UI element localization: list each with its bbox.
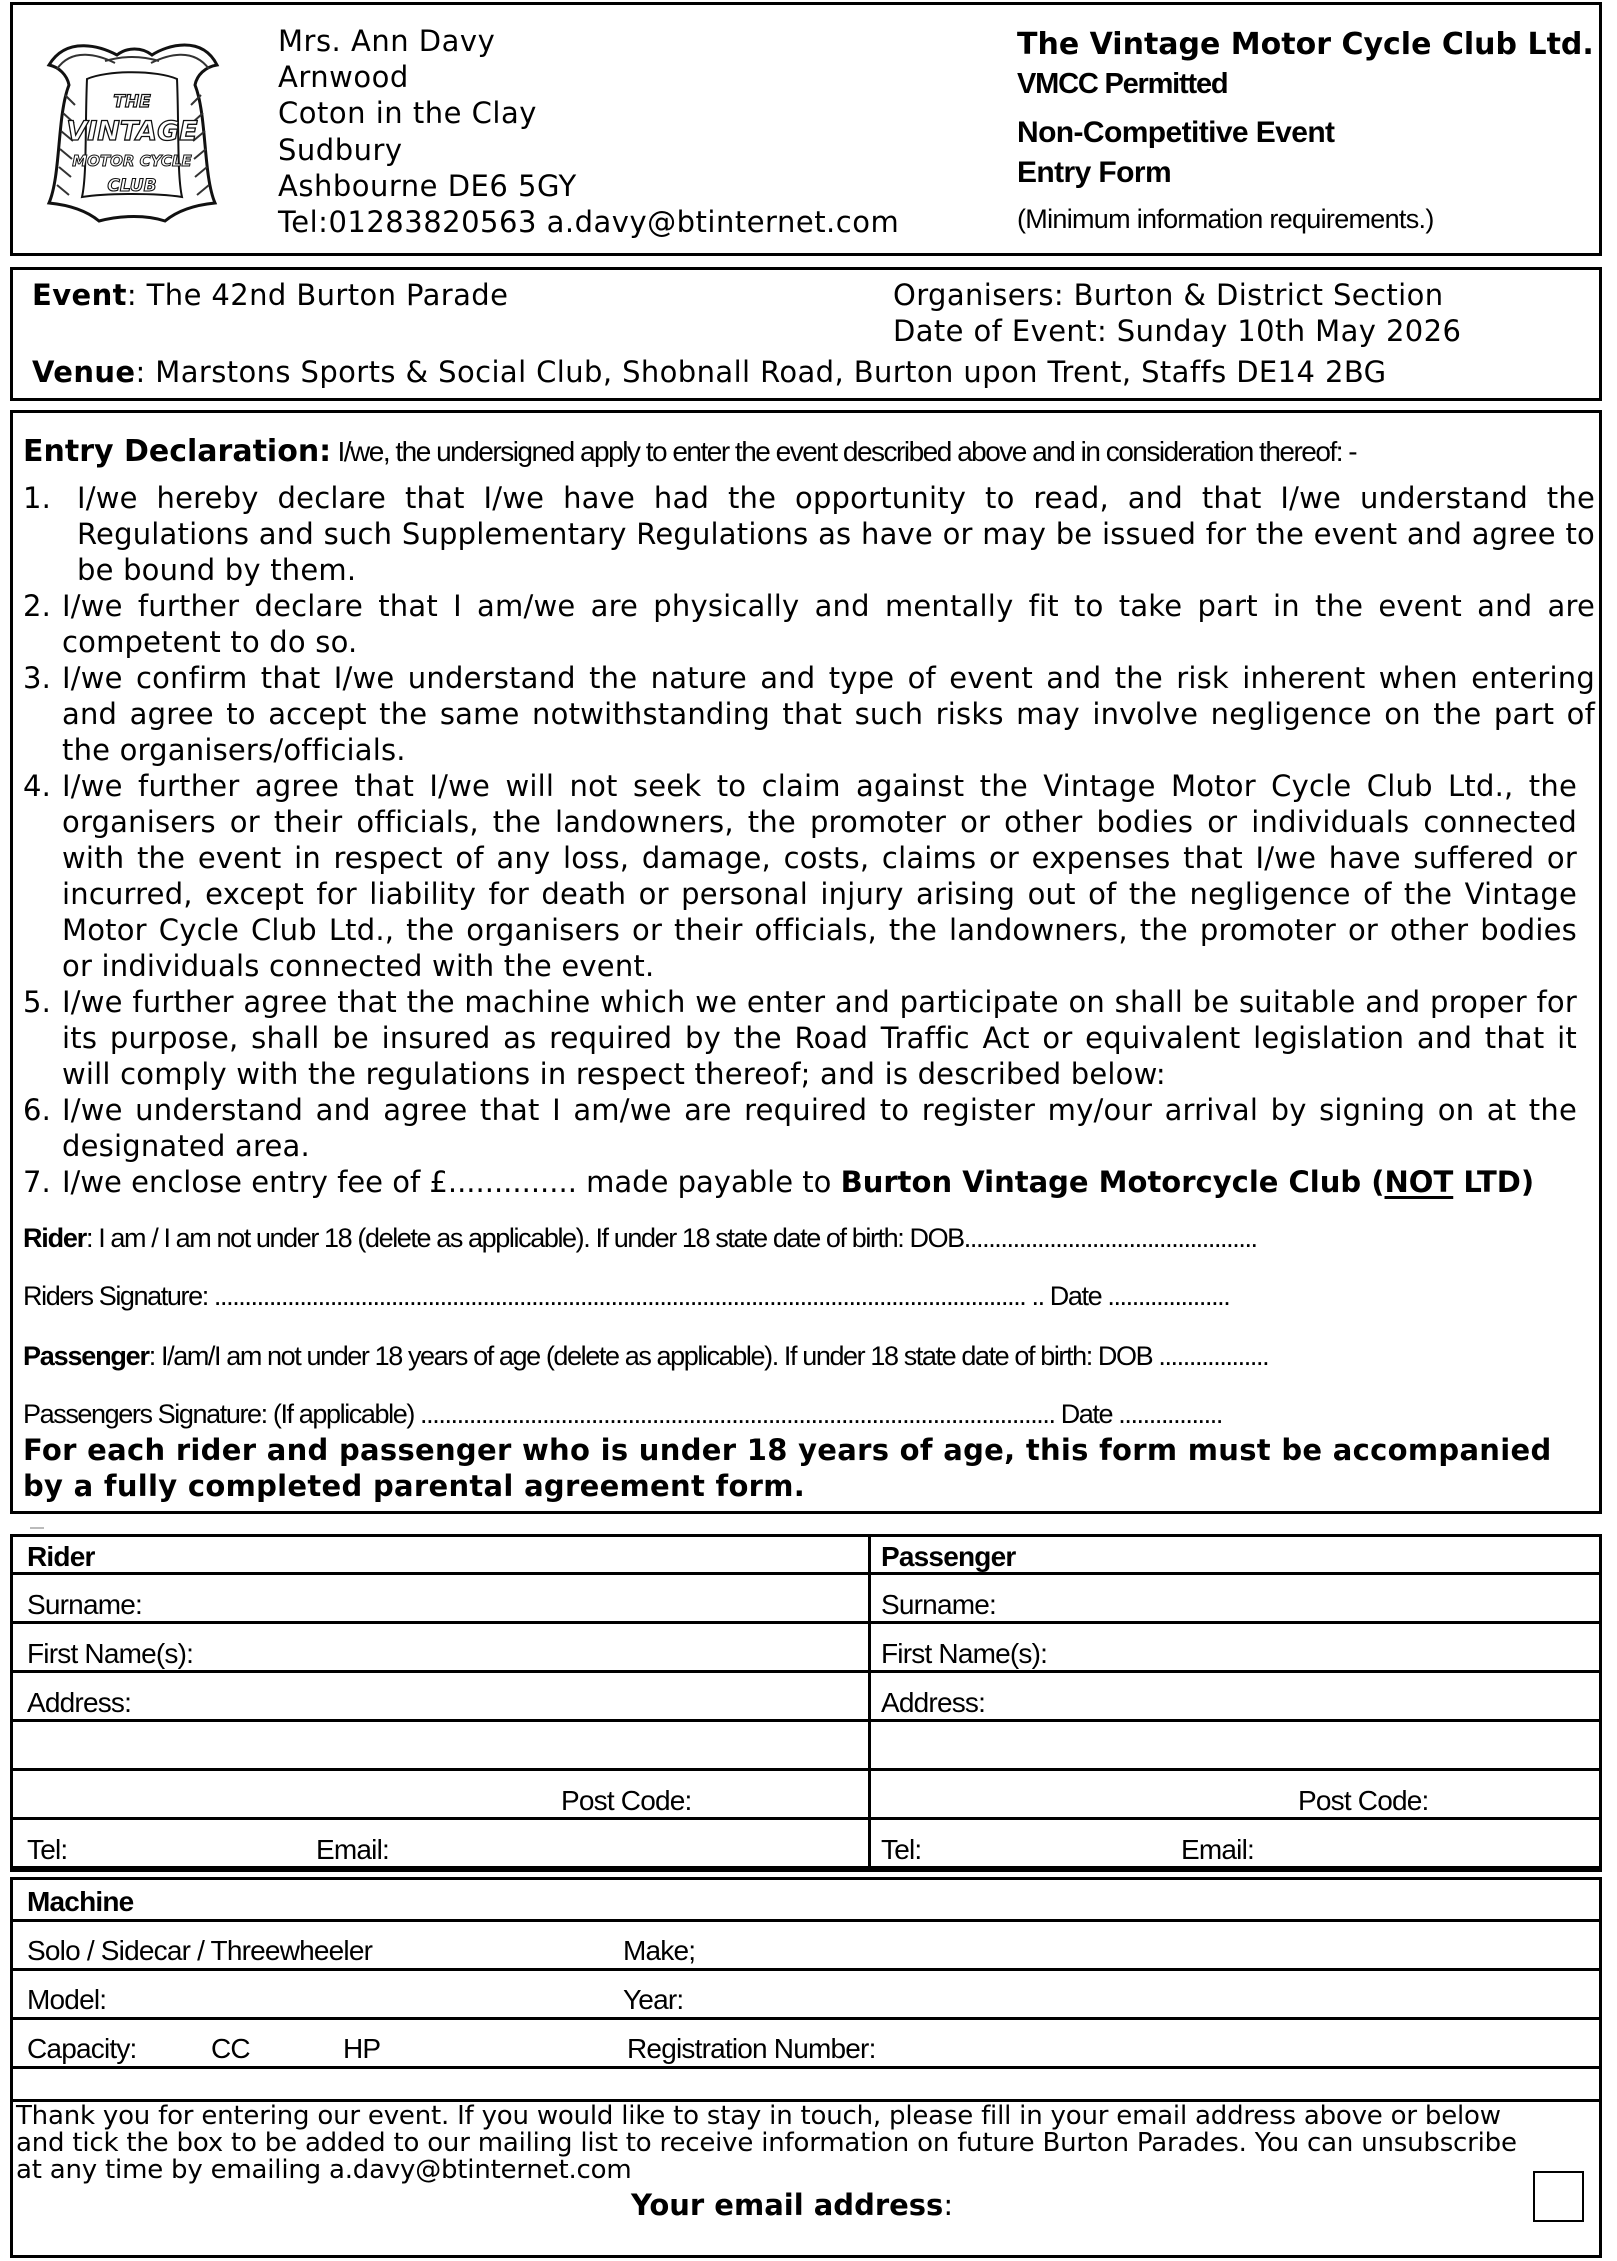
stray-mark (30, 1527, 44, 1529)
date-label: Date of Event: (893, 314, 1108, 348)
entry-fee-item (23, 1164, 1595, 1200)
machine-hp-label: HP (343, 2033, 381, 2064)
contact-address-line: Coton in the Clay (278, 96, 537, 131)
machine-capacity-field[interactable]: Capacity: (27, 2033, 137, 2064)
organiser-contact (278, 23, 899, 240)
date-value: Sunday 10th May 2026 (1107, 314, 1462, 348)
club-name: The Vintage Motor Cycle Club Ltd. (1017, 27, 1594, 62)
machine-blank-row (13, 2069, 1599, 2102)
first-names-row (13, 1624, 1599, 1673)
entry-declaration-box (10, 410, 1602, 1514)
machine-model-row (13, 1971, 1599, 2020)
logo-text-the: THE (113, 92, 151, 112)
passenger-signature-line[interactable] (23, 1396, 1595, 1432)
rider-signature-text: Riders Signature: ..................................................................................................................................... .. Date .................... (23, 1281, 1230, 1311)
venue-label: Venue (32, 355, 136, 389)
item-number: 1. (23, 481, 52, 515)
your-email-colon: : (943, 2188, 954, 2222)
rider-surname-field[interactable]: Surname: (27, 1589, 142, 1620)
rider-passenger-details-table (10, 1534, 1602, 1872)
column-divider (868, 1537, 871, 1869)
item-number: 2. (23, 589, 52, 623)
logo-text-vintage: VINTAGE (66, 116, 198, 147)
address-row-2 (13, 1722, 1599, 1771)
declaration-heading: Entry Declaration: (23, 434, 332, 469)
item-number: 7. (23, 1165, 51, 1199)
rider-heading: Rider (27, 1541, 95, 1572)
machine-make-field[interactable]: Make; (623, 1935, 696, 1966)
contact-address-line: Sudbury (278, 132, 403, 167)
rider-age-label: Rider (23, 1223, 87, 1253)
item-number: 4. (23, 769, 52, 803)
logo-text-club: CLUB (107, 176, 157, 196)
payee-name: Burton Vintage Motorcycle Club ( (840, 1165, 1385, 1199)
declaration-item (23, 984, 1595, 1092)
declaration-intro: I/we, the undersigned apply to enter the event described above and in consideration thereof: - (331, 436, 1357, 467)
rider-signature-line[interactable] (23, 1278, 1595, 1314)
logo-text-motor-cycle: MOTOR CYCLE (72, 152, 192, 170)
passenger-heading: Passenger (881, 1541, 1016, 1572)
passenger-signature-text: Passengers Signature: (If applicable) ........................................................................................................ Date ................. (23, 1399, 1222, 1429)
address-row (13, 1673, 1599, 1722)
contact-name: Mrs. Ann Davy (278, 24, 496, 58)
contact-address-line: Arnwood (278, 60, 409, 95)
item-number: 5. (23, 985, 52, 1019)
organisers-line (893, 277, 1444, 313)
passenger-tel-field[interactable]: Tel: (881, 1834, 922, 1865)
item-text: I/we further declare that I am/we are physically and mentally fit to take part in the event and are competent to do so. (62, 589, 1595, 659)
item-number: 3. (23, 661, 52, 695)
mailing-list-checkbox[interactable] (1533, 2171, 1584, 2222)
form-note: (Minimum information requirements.) (1017, 204, 1434, 234)
contact-address-line: Ashbourne DE6 5GY (278, 168, 577, 203)
passenger-first-names-field[interactable]: First Name(s): (881, 1638, 1048, 1669)
venue-line (32, 354, 1386, 390)
contact-tel-email: Tel:01283820563 a.davy@btinternet.com (278, 205, 900, 240)
event-type: Non-Competitive Event (1017, 116, 1335, 149)
your-email-label: Your email address (631, 2188, 944, 2222)
event-info-box (10, 267, 1602, 401)
declaration-item (23, 480, 1595, 588)
table-header-row (13, 1537, 1599, 1575)
rider-postcode-field[interactable]: Post Code: (561, 1785, 692, 1816)
passenger-email-field[interactable]: Email: (1181, 1834, 1254, 1865)
passenger-age-label: Passenger (23, 1341, 149, 1371)
rider-age-text: : I am / I am not under 18 (delete as applicable). If under 18 state date of birth: DOB................................................ (86, 1223, 1257, 1253)
rider-address-field[interactable]: Address: (27, 1687, 132, 1718)
item-text: I/we further agree that I/we will not seek to claim against the Vintage Motor Cycle Club Ltd., the organisers or their officials, the landowners, the promoter or other bodies or individuals connected with the event in respect of any loss, damage, costs, claims or expenses that I/we have suffered or incurred, except for liability for death or personal injury arising out of the negligence of the Vintage Motor Cycle Club Ltd., the organisers or their officials, the landowners, the promoter or other bodies or individuals connected with the event. (62, 769, 1577, 983)
payee-not-emphasis: NOT (1384, 1165, 1454, 1199)
organisers-label: Organisers: (893, 278, 1065, 312)
machine-model-field[interactable]: Model: (27, 1984, 107, 2015)
mailing-list-text-line: Thank you for entering our event. If you would like to stay in touch, please fill in your email address above or below (16, 2101, 1501, 2131)
item-text: I/we confirm that I/we understand the nature and type of event and the risk inherent when entering and agree to accept the same notwithstanding that such risks may involve negligence on the part of the organisers/officials. (62, 661, 1595, 767)
declaration-item (23, 1092, 1595, 1164)
event-value: : The 42nd Burton Parade (126, 278, 509, 312)
rider-first-names-field[interactable]: First Name(s): (27, 1638, 194, 1669)
under-18-warning: For each rider and passenger who is under 18 years of age, this form must be accompanied by a fully completed parental agreement form. (23, 1433, 1552, 1503)
date-line (893, 313, 1461, 349)
rider-tel-field[interactable]: Tel: (27, 1834, 68, 1865)
payee-name-end: LTD) (1453, 1165, 1535, 1199)
machine-cc-label: CC (211, 2033, 250, 2064)
machine-header-row (13, 1880, 1599, 1922)
rider-age-line[interactable] (23, 1220, 1595, 1256)
item-text: I/we further agree that the machine which we enter and participate on shall be suitable and proper for its purpose, shall be insured as required by the Road Traffic Act or equivalent legislation and that it will comply with the regulations in respect thereof; and is described below: (62, 985, 1577, 1091)
item-text: I/we understand and agree that I am/we are required to register my/our arrival by signing on at the designated area. (62, 1093, 1577, 1163)
permit-label: VMCC Permitted (1017, 68, 1228, 100)
entry-fee-text: I/we enclose entry fee of £.............. made payable to (62, 1165, 841, 1199)
declaration-item (23, 660, 1595, 768)
event-label: Event (32, 278, 127, 312)
club-title-block (1017, 25, 1594, 237)
event-line (32, 277, 508, 313)
declaration-item (23, 588, 1595, 660)
your-email-address-field[interactable] (631, 2188, 953, 2222)
organisers-value: Burton & District Section (1064, 278, 1444, 312)
passenger-postcode-field[interactable]: Post Code: (1298, 1785, 1429, 1816)
passenger-address-field[interactable]: Address: (881, 1687, 986, 1718)
machine-registration-field[interactable]: Registration Number: (627, 2033, 876, 2064)
machine-type-options[interactable]: Solo / Sidecar / Threewheeler (27, 1935, 373, 1966)
item-text: I/we hereby declare that I/we have had the opportunity to read, and that I/we understand the Regulations and such Supplementary Regulations as have or may be issued for the event and agree to be bound by them. (77, 481, 1595, 587)
mailing-list-text-line: and tick the box to be added to our mailing list to receive information on future Burton Parades. You can unsubscribe (16, 2128, 1517, 2158)
passenger-surname-field[interactable]: Surname: (881, 1589, 996, 1620)
mailing-list-text-line: at any time by emailing a.davy@btinternet.com (16, 2155, 632, 2185)
passenger-age-line[interactable] (23, 1338, 1595, 1374)
tel-email-row (13, 1820, 1599, 1869)
venue-value: : Marstons Sports & Social Club, Shobnall Road, Burton upon Trent, Staffs DE14 2BG (135, 355, 1387, 389)
form-title: Entry Form (1017, 156, 1172, 189)
declaration-item (23, 768, 1595, 984)
item-number: 6. (23, 1093, 52, 1127)
surname-row (13, 1575, 1599, 1624)
machine-heading: Machine (27, 1886, 134, 1917)
declaration-heading-line (23, 433, 1595, 470)
machine-year-field[interactable]: Year: (623, 1984, 684, 2015)
passenger-age-text: : I/am/I am not under 18 years of age (delete as applicable). If under 18 state date of birth: DOB .................. (148, 1341, 1269, 1371)
vintage-motor-cycle-club-crest-icon (27, 25, 237, 235)
header-box (10, 2, 1602, 256)
rider-email-field[interactable]: Email: (316, 1834, 389, 1865)
